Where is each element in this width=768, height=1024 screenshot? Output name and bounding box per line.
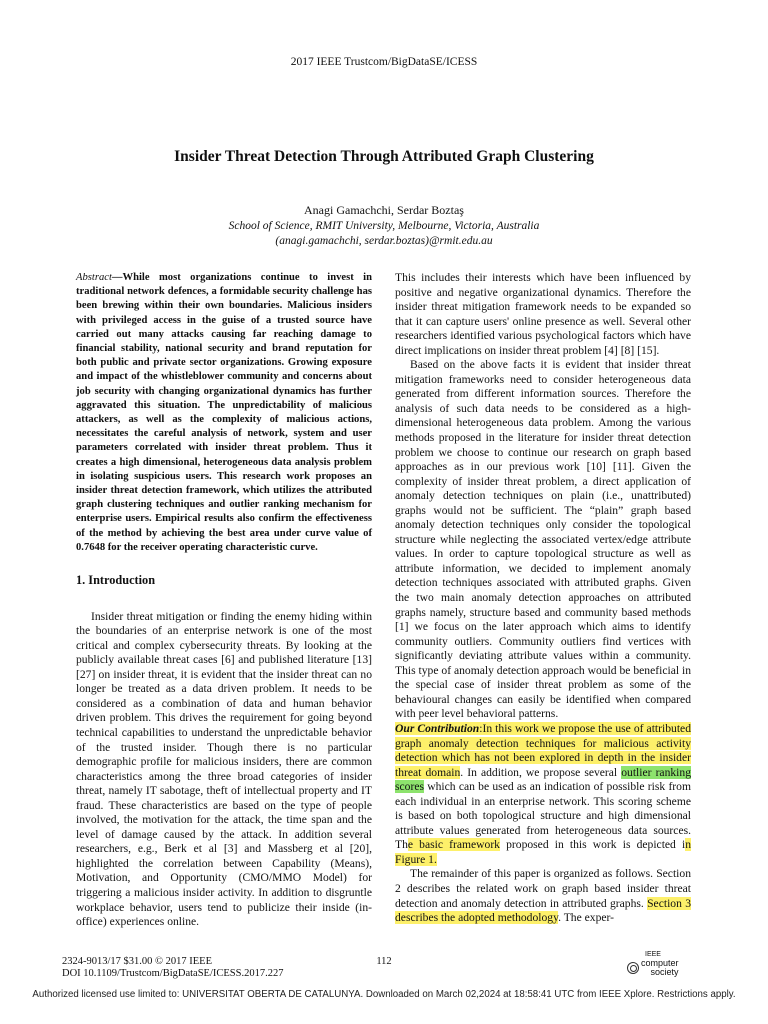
intro-paragraph-continued: This includes their interests which have been influenced by positive and negative organizational dynamics. Therefore the insider threat mitigation framework needs to be expanded so that it can capture users' online presence as well. Several other researchers identified various psychological factors which have direct implications on insider threat problem [4] [8] [15]. [395, 271, 691, 357]
abstract [76, 271, 372, 555]
license-notice: Authorized licensed use limited to: UNIVERSITAT OBERTA DE CATALUNYA. Downloaded on March 02,2024 at 18:58:41 UTC from IEEE Xplore. Restrictions apply. [32, 989, 736, 1000]
contribution-label: Our Contribution [395, 721, 480, 735]
page-number: 112 [376, 956, 392, 967]
conference-header: 2017 IEEE Trustcom/BigDataSE/ICESS [290, 56, 478, 68]
logo-line-2: society [650, 966, 679, 977]
author-affiliation [0, 219, 768, 249]
section-heading-introduction: 1. Introduction [76, 573, 156, 588]
logo-line-1: computer [641, 958, 679, 968]
logo-text [641, 959, 679, 976]
affiliation-line: School of Science, RMIT University, Melbourne, Victoria, Australia [228, 220, 540, 232]
paper-title: Insider Threat Detection Through Attributed Graph Clustering [174, 148, 594, 165]
highlight-methodology: Section 3 describes the adopted methodology [395, 896, 691, 925]
right-column [395, 271, 691, 926]
contribution-text-3: proposed in this work is depicted i [499, 838, 686, 852]
contribution-text-2: which can be used as an indication of possible risk from each individual in an enterprise network. This scoring scheme is based on both topological structure and high dimensional attribute values generated from heterogeneous data sources. Th [395, 780, 691, 852]
computer-society-icon [627, 962, 639, 974]
abstract-text: —While most organizations continue to invest in traditional network defences, a formidable security challenge has been brewing within their own boundaries. Malicious insiders with privileged access in the guise of a trusted source have carried out many attacks causing far reaching damage to financial stability, national security and brand reputation for both public and private sector organizations. Growing exposure and impact of the whistleblower community and concerns about job security with changing organizational dynamics has further aggravated this situation. The unpredictability of malicious attackers, as well as the complexity of malicious actions, necessitates the careful analysis of network, system and user parameters correlated with insider threat problem. Thus it creates a high dimensional, heterogeneous data analysis problem in isolating suspicious users. This research work proposes an insider threat detection framework, which utilizes the attributed graph clustering techniques and outlier ranking mechanism for enterprise users. Empirical results also confirm the effectiveness of the method by achieving the best area under curve value of 0.7648 for the receiver operating characteristic curve. [76, 272, 372, 553]
left-column [76, 271, 372, 930]
footer-doi: DOI 10.1109/Trustcom/BigDataSE/ICESS.2017.227 [62, 968, 284, 979]
intro-paragraph-1: Insider threat mitigation or finding the enemy hiding within the boundaries of an enterprise network is one of the most critical and complex cybersecurity threats. By looking at the publicly available threat cases [6] and published literature [13] [27] on insider threat, it is evident that the insider threat can no longer be treated as a data driven problem. It needs to be considered as a combination of data and human behavior driven problem. This drives the requirement for going beyond technical capabilities to understand the unpredictable behavior of the trusted insider. Though there is no particular demographic profile for malicious insiders, there are common characteristics among the three broad categories of insider threat, namely IT sabotage, theft of intellectual property and IT fraud. These characteristics are based on the type of people involved, the motivation for the attack, the time span and the level of damage caused by the attack. In addition several researchers, e.g., Berk et al [3] and Massberg et al [20], highlighted the correlation between Capability (Means), Motivation, and Opportunity (CMO/MMO Model) for triggering a malicious insider activity. In addition to disgruntle workplace behavior, users tend to publicize their inside (in-office) experiences online. [76, 609, 372, 929]
computer-society-logo [627, 950, 679, 976]
footer-issn: 2324-9013/17 $31.00 © 2017 IEEE [62, 956, 213, 967]
organization-paragraph [395, 867, 691, 925]
logo-ieee-text: IEEE [645, 951, 661, 958]
organization-text-2: . The exper- [558, 911, 615, 925]
highlight-contribution: :In this work we propose the use of attributed graph anomaly detection techniques for malicious activity detection which has not been explored in depth in the insider threat domain [395, 721, 691, 779]
intro-paragraph-2: Based on the above facts it is evident that insider threat mitigation frameworks need to consider heterogeneous data generated from different information sources. Therefore the analysis of such data needs to be considered as a high-dimensional heterogeneous data problem. Among the various methods proposed in the literature for insider threat detection problem we choose to continue our research on graph based approaches as in our previous work [10] [11]. Given the complexity of insider threat problem, a direct application of anomaly detection techniques on plain (i.e., unattributed) graphs would not be sufficient. The “plain” graph based anomaly detection techniques only consider the topological structure while neglecting the associated vertex/edge attribute values. In order to capture topological structure as well as attribute information, we decided to implement anomaly detection techniques associated with attributed graphs. Given the two main anomaly detection approaches on attributed graphs namely, structure based and community based methods [1] we focus on the later approach which aims to identify community outliers. Community outliers find vertices with significantly deviating attribute values within a community. This type of anomaly detection approach would be beneficial in the special case of insider threat problem as some of the behavioural changes can easily be identified when compared with peer level behavioral patterns. [395, 358, 691, 721]
highlight-figure-ref: n Figure 1. [395, 838, 691, 866]
organization-text-1: The remainder of this paper is organized as follows. Section 2 describes the related work on graph based insider threat detection and anomaly detection in attributed graphs. [395, 867, 691, 910]
contribution-text-1: . In addition, we propose several [460, 765, 622, 779]
highlight-outlier-ranking: outlier ranking scores [395, 765, 691, 794]
highlight-basic-framework: e basic framework [407, 838, 500, 852]
abstract-label: Abstract [76, 272, 112, 283]
author-email: (anagi.gamachchi, serdar.boztas)@rmit.edu.au [275, 235, 493, 247]
paper-authors: Anagi Gamachchi, Serdar Boztaş [304, 203, 464, 217]
contribution-paragraph [395, 722, 691, 867]
